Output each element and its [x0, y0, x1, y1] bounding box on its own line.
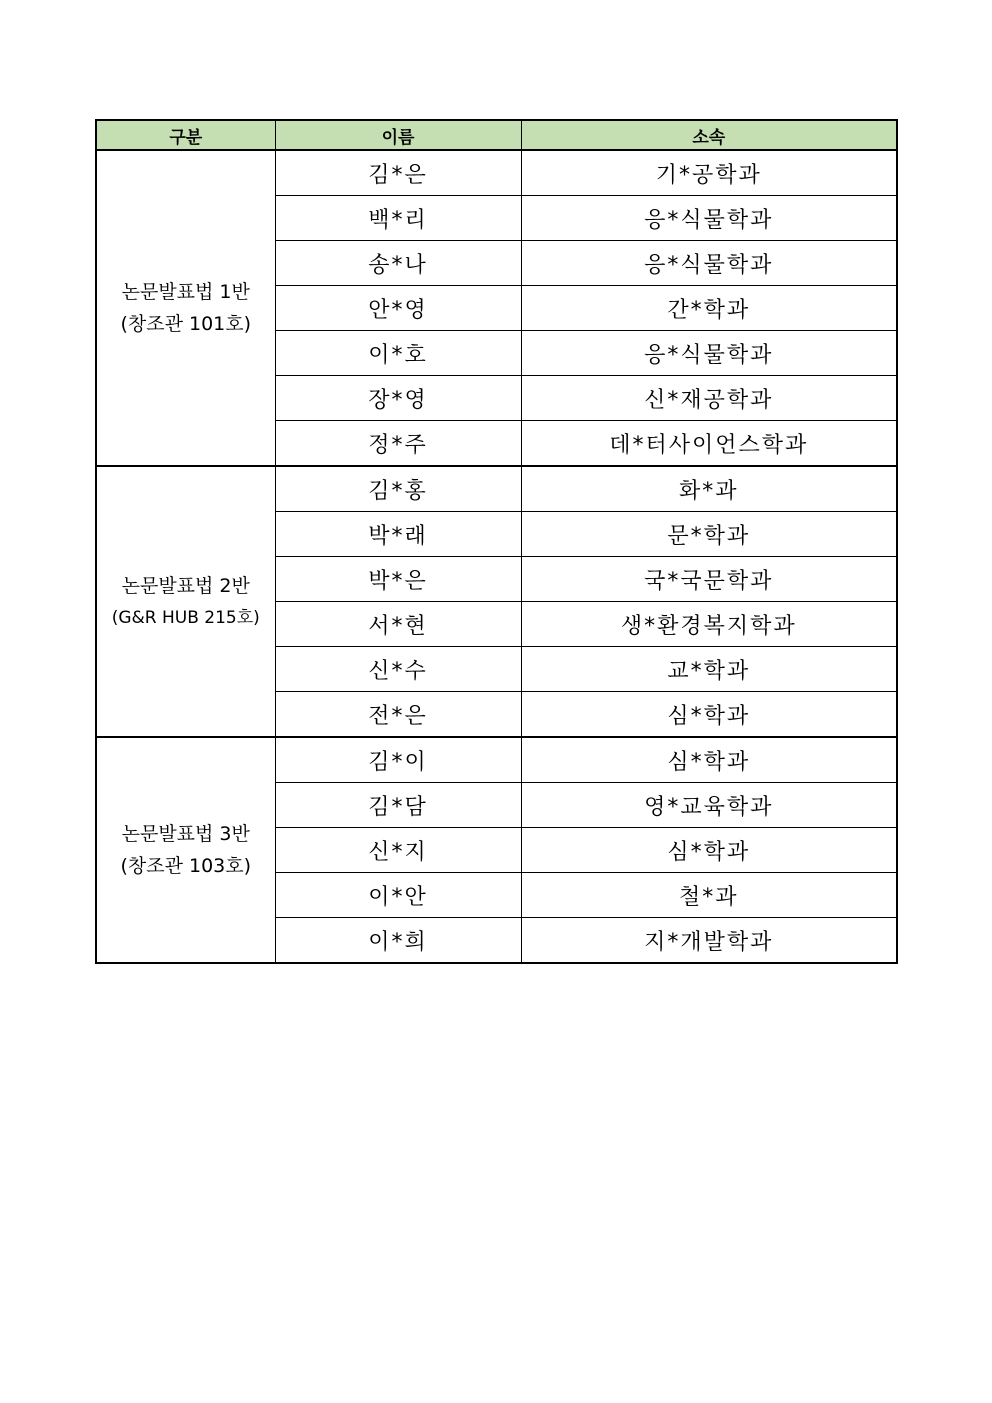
student-affiliation: 응*식물학과	[521, 196, 897, 241]
student-name: 이*호	[275, 331, 521, 376]
student-affiliation: 심*학과	[521, 737, 897, 783]
group-name: 논문발표법 3반	[121, 823, 250, 845]
group-name: 논문발표법 1반	[121, 281, 250, 303]
student-affiliation: 생*환경복지학과	[521, 602, 897, 647]
student-name: 송*나	[275, 241, 521, 286]
student-name: 장*영	[275, 376, 521, 421]
header-affiliation: 소속	[521, 120, 897, 150]
student-name: 신*수	[275, 647, 521, 692]
student-name: 김*은	[275, 150, 521, 196]
group-cell-1	[96, 150, 275, 466]
student-name: 박*은	[275, 557, 521, 602]
table-row	[96, 466, 897, 512]
table-row	[96, 737, 897, 783]
student-name: 김*담	[275, 783, 521, 828]
student-affiliation: 지*개발학과	[521, 918, 897, 964]
group-room: (창조관 103호)	[120, 855, 252, 877]
group-room: (G&R HUB 215호)	[111, 607, 260, 628]
student-affiliation: 심*학과	[521, 692, 897, 738]
student-affiliation: 기*공학과	[521, 150, 897, 196]
student-name: 정*주	[275, 421, 521, 467]
student-affiliation: 국*국문학과	[521, 557, 897, 602]
student-name: 이*희	[275, 918, 521, 964]
header-group: 구분	[96, 120, 275, 150]
student-affiliation: 철*과	[521, 873, 897, 918]
student-affiliation: 심*학과	[521, 828, 897, 873]
student-name: 서*현	[275, 602, 521, 647]
roster-table	[95, 119, 898, 964]
student-affiliation: 교*학과	[521, 647, 897, 692]
student-name: 안*영	[275, 286, 521, 331]
table-row	[96, 150, 897, 196]
student-affiliation: 영*교육학과	[521, 783, 897, 828]
group-cell-3	[96, 737, 275, 963]
student-affiliation: 화*과	[521, 466, 897, 512]
student-affiliation: 응*식물학과	[521, 241, 897, 286]
student-name: 김*홍	[275, 466, 521, 512]
group-cell-2	[96, 466, 275, 737]
table-header	[96, 120, 897, 150]
student-affiliation: 문*학과	[521, 512, 897, 557]
student-name: 박*래	[275, 512, 521, 557]
student-name: 전*은	[275, 692, 521, 738]
student-affiliation: 간*학과	[521, 286, 897, 331]
header-row	[96, 120, 897, 150]
group-room: (창조관 101호)	[120, 313, 252, 335]
table-body	[96, 150, 897, 963]
header-name: 이름	[275, 120, 521, 150]
student-name: 신*지	[275, 828, 521, 873]
group-name: 논문발표법 2반	[121, 574, 250, 597]
student-affiliation: 신*재공학과	[521, 376, 897, 421]
student-name: 백*리	[275, 196, 521, 241]
student-name: 김*이	[275, 737, 521, 783]
student-name: 이*안	[275, 873, 521, 918]
student-affiliation: 응*식물학과	[521, 331, 897, 376]
student-affiliation: 데*터사이언스학과	[521, 421, 897, 467]
